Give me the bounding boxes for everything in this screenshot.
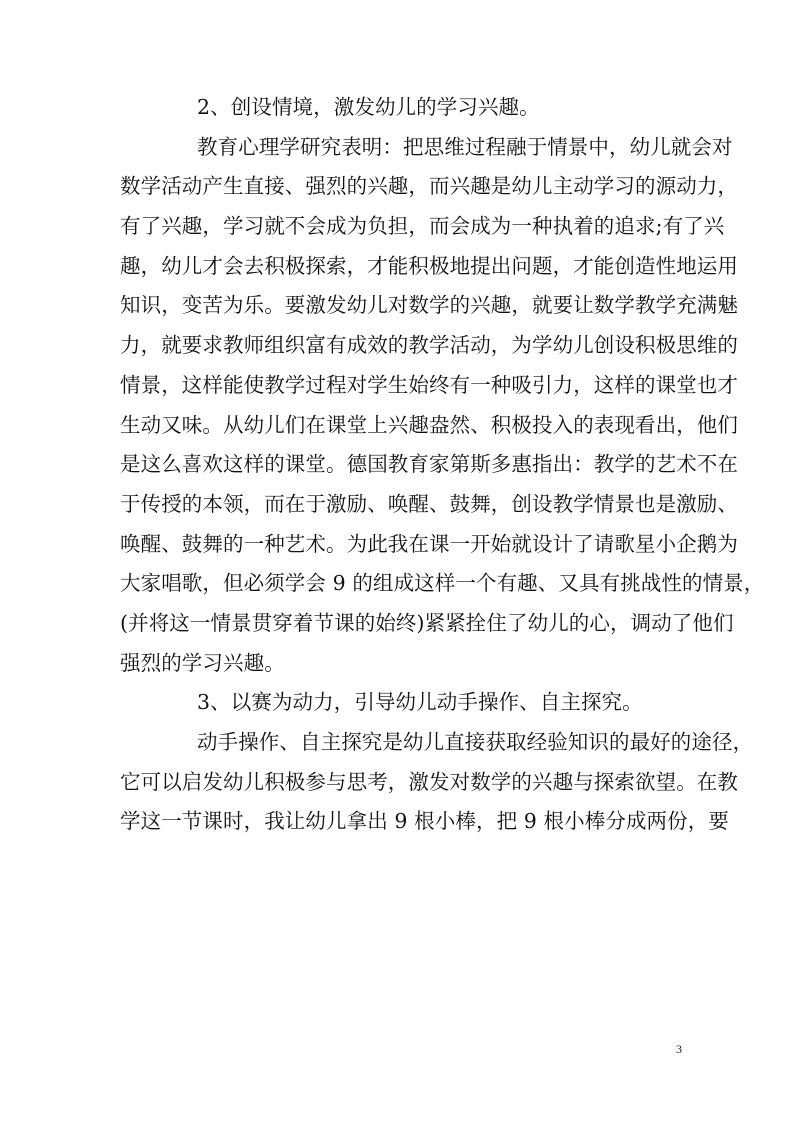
paragraph-line: 教育心理学研究表明：把思维过程融于情景中，幼儿就会对 <box>197 134 733 159</box>
paragraph-line: 唤醒、鼓舞的一种艺术。为此我在课一开始就设计了请歌星小企鹅为 <box>120 531 738 556</box>
paragraph-line-last: 强烈的学习兴趣。 <box>120 650 285 675</box>
paragraph-line: 数学活动产生直接、强烈的兴趣，而兴趣是幼儿主动学习的源动力， <box>120 174 738 199</box>
paragraph-line: 趣，幼儿才会去积极探索，才能积极地提出问题，才能创造性地运用 <box>120 253 738 278</box>
paragraph-line: 情景，这样能使教学过程对学生始终有一种吸引力，这样的课堂也才 <box>120 372 738 397</box>
paragraph-line: (并将这一情景贯穿着节课的始终)紧紧拴住了幼儿的心，调动了他们 <box>120 610 734 635</box>
section-heading-2: 2、创设情境，激发幼儿的学习兴趣。 <box>197 95 540 119</box>
paragraph-line: 生动又味。从幼儿们在课堂上兴趣盎然、积极投入的表现看出，他们 <box>120 412 738 437</box>
section-heading-3: 3、以赛为动力，引导幼儿动手操作、自主探究。 <box>197 690 643 715</box>
paragraph-line: 力，就要求教师组织富有成效的教学活动，为学幼儿创设积极思维的 <box>120 333 738 358</box>
page-number: 3 <box>676 1042 682 1056</box>
paragraph-line: 知识，变苦为乐。要激发幼儿对数学的兴趣，就要让数学教学充满魅 <box>120 293 738 318</box>
paragraph-line: 它可以启发幼儿积极参与思考，激发对数学的兴趣与探索欲望。在教 <box>120 769 738 794</box>
paragraph-line: 于传授的本领，而在于激励、唤醒、鼓舞，创设教学情景也是激励、 <box>120 491 738 516</box>
paragraph-line: 是这么喜欢这样的课堂。德国教育家第斯多惠指出：教学的艺术不在 <box>120 452 738 477</box>
paragraph-line: 有了兴趣，学习就不会成为负担，而会成为一种执着的追求;有了兴 <box>120 214 725 239</box>
paragraph-line: 学这一节课时，我让幼儿拿出 9 根小棒，把 9 根小棒分成两份，要 <box>120 809 729 834</box>
document-body <box>120 88 765 842</box>
paragraph-line: 大家唱歌，但必须学会 9 的组成这样一个有趣、又具有挑战性的情景， <box>120 571 765 596</box>
paragraph-line: 动手操作、自主探究是幼儿直接获取经验知识的最好的途径， <box>197 730 754 754</box>
